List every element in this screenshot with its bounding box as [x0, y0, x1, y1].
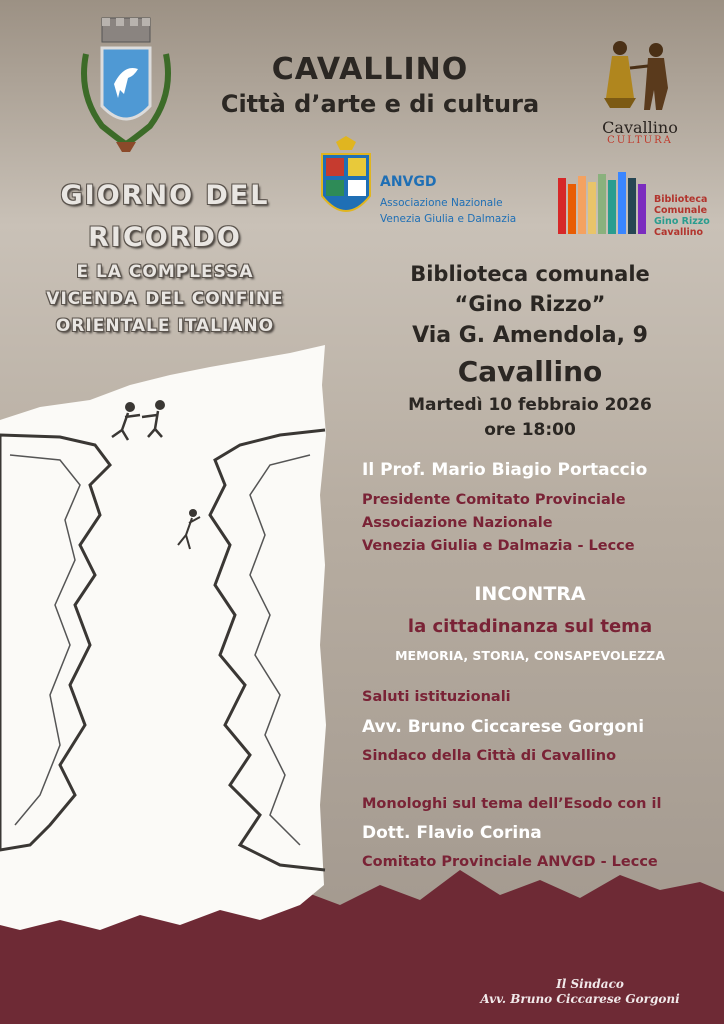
anvgd-line1: Associazione Nazionale: [380, 197, 503, 209]
city-title: CAVALLINO: [271, 52, 469, 87]
greetings-label: Saluti istituzionali: [362, 689, 511, 705]
venue-name-quoted: “Gino Rizzo”: [454, 292, 606, 316]
greetings-role: Sindaco della Città di Cavallino: [362, 748, 617, 764]
cavallino-coat-of-arms: [72, 14, 180, 156]
biblioteca-logo-bars: [558, 172, 650, 234]
speaker-role-line2: Associazione Nazionale: [362, 515, 553, 531]
monologues-role: Comitato Provinciale ANVGD - Lecce: [362, 854, 658, 870]
meeting-themes: MEMORIA, STORIA, CONSAPEVOLEZZA: [395, 648, 665, 663]
cultura-logo-sub: CULTURA: [607, 135, 673, 146]
monologues-label: Monologhi sul tema dell’Esodo con il: [362, 796, 662, 812]
event-title-line2: RICORDO: [88, 222, 242, 253]
speaker-role-line1: Presidente Comitato Provinciale: [362, 492, 626, 508]
signature-title: Il Sindaco: [556, 977, 624, 991]
anvgd-acronym: ANVGD: [380, 174, 437, 190]
signature-name: Avv. Bruno Ciccarese Gorgoni: [480, 992, 680, 1006]
event-time: ore 18:00: [484, 420, 576, 440]
speaker-role-line3: Venezia Giulia e Dalmazia - Lecce: [362, 538, 635, 554]
biblioteca-logo-line2: Comunale: [654, 205, 708, 216]
anvgd-crest: [318, 136, 374, 228]
monologues-name: Dott. Flavio Corina: [362, 823, 542, 843]
event-subtitle-line3: ORIENTALE ITALIANO: [55, 316, 275, 336]
city-tagline: Città d’arte e di cultura: [220, 90, 540, 118]
biblioteca-logo-line1: Biblioteca: [654, 194, 708, 205]
cavallino-cultura-logo-figures: [590, 38, 686, 118]
biblioteca-logo-line4: Cavallino: [654, 227, 704, 238]
event-title-line1: GIORNO DEL: [60, 180, 270, 211]
greetings-name: Avv. Bruno Ciccarese Gorgoni: [362, 717, 645, 737]
venue-name: Biblioteca comunale: [410, 262, 650, 286]
biblioteca-logo-text: [654, 194, 710, 238]
event-subtitle-line2: VICENDA DEL CONFINE: [46, 289, 284, 309]
event-date: Martedì 10 febbraio 2026: [408, 395, 652, 415]
meeting-subject: la cittadinanza sul tema: [407, 616, 653, 637]
venue-address: Via G. Amendola, 9: [412, 323, 648, 348]
event-subtitle-line1: E LA COMPLESSA: [76, 262, 254, 282]
meeting-verb: INCONTRA: [474, 583, 586, 605]
speaker-intro: Il Prof. Mario Biagio Portaccio: [362, 460, 648, 480]
anvgd-line2: Venezia Giulia e Dalmazia: [380, 213, 517, 225]
venue-town: Cavallino: [457, 355, 603, 388]
cliff-illustration: [0, 345, 330, 935]
biblioteca-logo-line3: Gino Rizzo: [654, 216, 710, 227]
cultura-logo-name: Cavallino: [602, 118, 678, 137]
